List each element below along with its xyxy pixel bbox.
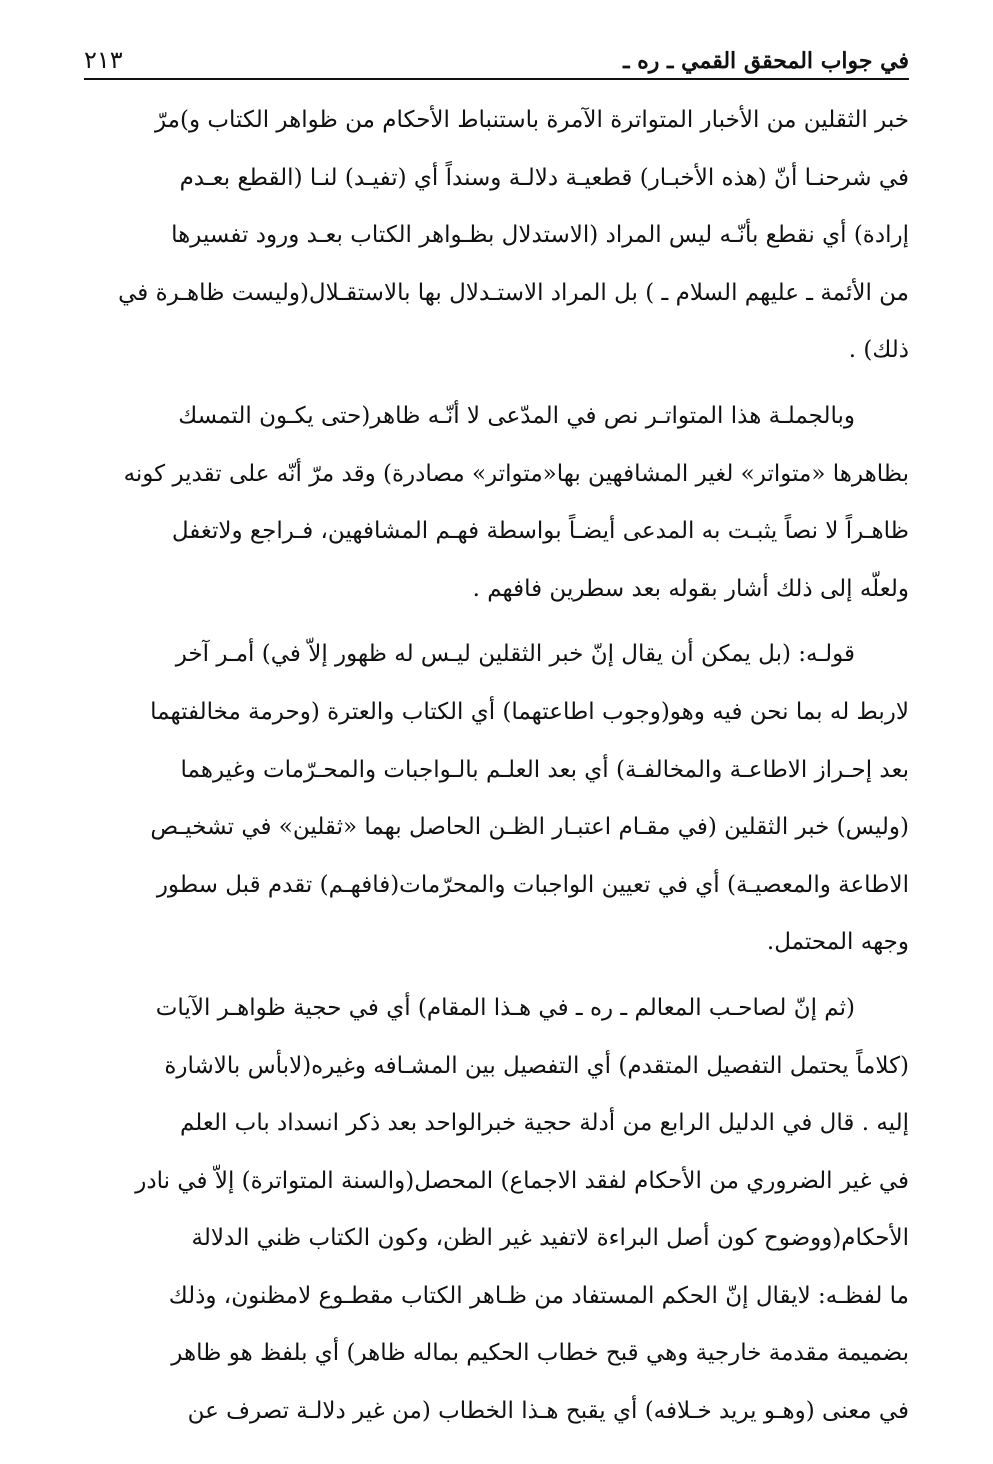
page-header: [84, 34, 909, 80]
text-line: إرادة) أي نقطع بأنّـه ليس المراد (الاستدلال بظـواهر الكتاب بعـد ورود تفسيرها: [171, 222, 909, 249]
text-line: بعد إحـراز الاطاعـة والمخالفـة) أي بعد العلـم بالـواجبات والمحـرّمات وغيرهما: [180, 756, 909, 783]
text-line: ما لفظـه: لايقال إنّ الحكم المستفاد من ظـاهر الكتاب مقطـوع لامظنون، وذلك: [168, 1282, 909, 1309]
text-line: في غير الضروري من الأحكام لفقد الاجماع) المحصل(والسنة المتواترة) إلاّ في نادر: [135, 1167, 909, 1194]
paragraph-3: [84, 626, 909, 972]
text-line: وبالجملـة هذا المتواتـر نص في المدّعى لا أنّـه ظاهر(حتى يكـون التمسك: [178, 402, 855, 429]
text-line: في معنى (وهـو يريد خـلافه) أي يقبح هـذا الخطاب (من غير دلالـة تصرف عن: [187, 1398, 909, 1425]
paragraph-4: [84, 980, 909, 1441]
text-line: الأحكام(ووضوح كون أصل البراءة لاتفيد غير الظن، وكون الكتاب ظني الدلالة: [191, 1225, 909, 1252]
text-line: لاربط له بما نحن فيه وهو(وجوب اطاعتهما) أي الكتاب والعترة (وحرمة مخالفتهما: [150, 698, 909, 725]
text-line: قولـه: (بل يمكن أن يقال إنّ خبر الثقلين ليـس له ظهور إلاّ في) أمـر آخر: [175, 641, 855, 668]
text-line: بظاهرها «متواتر» لغير المشافهين بها«متواتر» مصادرة) وقد مرّ أنّه على تقدير كونه: [123, 460, 909, 487]
text-line: الاطاعة والمعصيـة) أي في تعيين الواجبات والمحرّمات(فافهـم) تقدم قبل سطور: [156, 871, 909, 898]
text-line: إليه . قال في الدليل الرابع من أدلة حجية خبرالواحد بعد ذكر انسداد باب العلم: [179, 1110, 909, 1137]
text-line: ظاهـراً لا نصاً يثبـت به المدعى أيضـاً بواسطة فهـم المشافهين، فـراجع ولاتغفل: [171, 518, 909, 545]
text-line: من الأئمة ـ عليهم السلام ـ ) بل المراد الاستـدلال بها بالاستقـلال(وليست ظاهـرة في: [118, 279, 909, 306]
text-line: في شرحنـا أنّ (هذه الأخبـار) قطعيـة دلالـة وسنداً أي (تفيـد) لنـا (القطع بعـدم: [179, 164, 909, 191]
paragraph-1: [84, 92, 909, 380]
text-line: بضميمة مقدمة خارجية وهي قبح خطاب الحكيم بماله ظاهر) أي بلفظ هو ظاهر: [171, 1340, 909, 1367]
text-line: خبر الثقلين من الأخبار المتواترة الآمرة باستنباط الأحكام من ظواهر الكتاب و)مرّ: [154, 107, 909, 133]
text-line: وجهه المحتمل.: [766, 929, 909, 956]
text-line: ذلك) .: [848, 337, 909, 364]
text-line: (ثم إنّ لصاحـب المعالم ـ ره ـ في هـذا المقام) أي في حجية ظواهـر الآيات: [155, 994, 855, 1021]
body-text: [84, 92, 909, 1449]
text-line: ولعلّه إلى ذلك أشار بقوله بعد سطرين فافهم .: [472, 575, 909, 602]
text-line: (كلاماً يحتمل التفصيل المتقدم) أي التفصيل بين المشـافه وغيره(لابأس بالاشارة: [164, 1052, 909, 1079]
paragraph-2: [84, 388, 909, 618]
text-line: (وليس) خبر الثقلين (في مقـام اعتبـار الظـن الحاصل بهما «ثقلين» في تشخيـص: [150, 814, 909, 841]
running-title: في جواب المحقق القمي ـ ره ـ: [623, 48, 909, 74]
page-number: ٢١٣: [84, 46, 123, 74]
